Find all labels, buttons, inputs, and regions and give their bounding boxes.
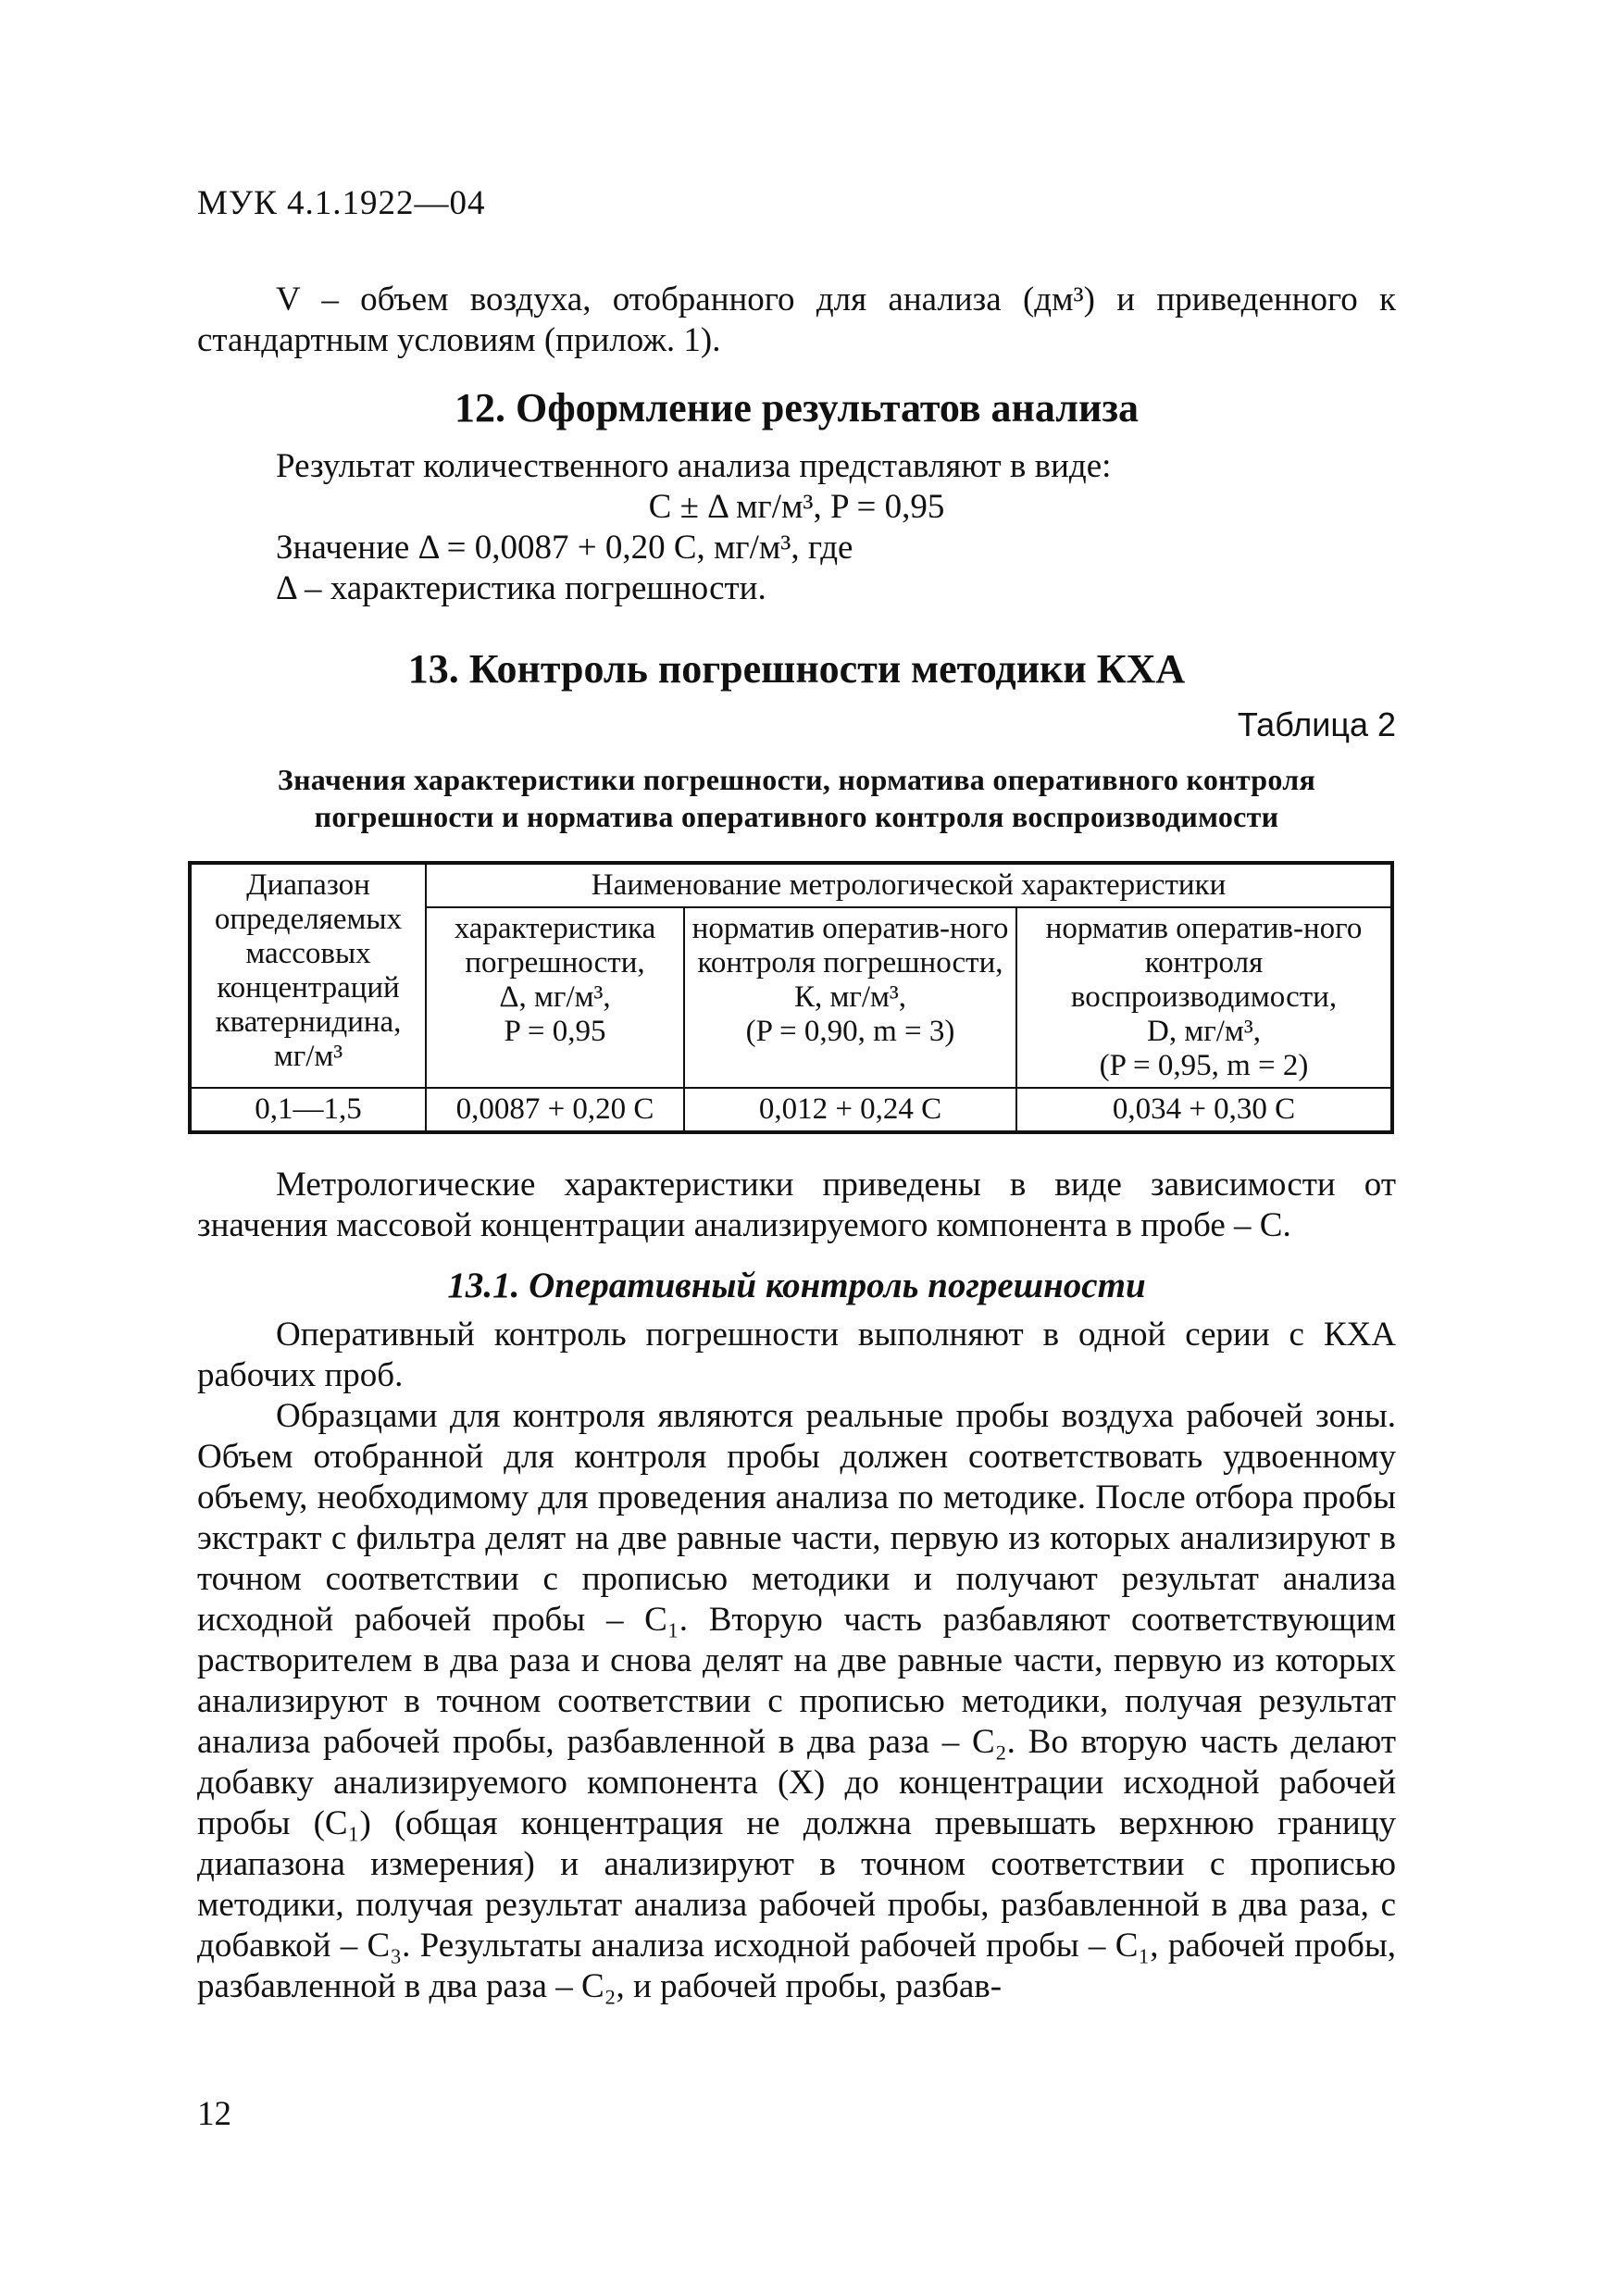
table-label: Таблица 2 <box>1237 705 1396 743</box>
d-header-name: норматив оператив-ного контроля воспроизводимости, <box>1045 912 1363 1014</box>
d-header-condition: (P = 0,95, m = 2) <box>1099 1049 1309 1082</box>
delta-definition-line: Δ – характеристика погрешности. <box>276 569 766 607</box>
delta-cell: 0,0087 + 0,20 C <box>426 1088 684 1132</box>
range-header: Диапазон определяемых массовых концентраций кватернидина, мг/м³ <box>190 863 426 1088</box>
after-table-paragraph <box>197 1165 1396 1246</box>
table-row <box>190 1088 1392 1132</box>
k-header-unit: К, мг/м³, <box>793 980 907 1014</box>
result-formula: C ± Δ мг/м³, P = 0,95 <box>648 488 945 526</box>
metrology-table <box>188 861 1394 1134</box>
d-cell: 0,034 + 0,30 C <box>1016 1088 1392 1132</box>
delta-header-condition: P = 0,95 <box>504 1015 606 1048</box>
table-caption-line-2: погрешности и норматива оперативного контроля воспроизводимости <box>314 800 1279 833</box>
page-number: 12 <box>197 2095 231 2133</box>
table-caption <box>197 761 1396 835</box>
after-table-text: Метрологические характеристики приведены в виде зависимости от значения массовой концентрации анализируемого компонента в пробе – C. <box>197 1166 1396 1244</box>
k-header-name: норматив оператив-ного контроля погрешности, <box>691 912 1009 980</box>
delta-value-line: Значение Δ = 0,0087 + 0,20 C, мг/м³, где <box>276 529 853 567</box>
subsection-13-1-body <box>197 1315 1396 2007</box>
section-12-title: 12. Оформление результатов анализа <box>455 385 1139 430</box>
delta-header <box>426 907 684 1088</box>
section-12-body <box>197 446 1396 609</box>
k-header-condition: (P = 0,90, m = 3) <box>745 1015 955 1048</box>
delta-header-name: характеристика погрешности, <box>454 912 656 980</box>
d-header-unit: D, мг/м³, <box>1147 1015 1261 1048</box>
paragraph-2: Образцами для контроля являются реальные пробы воздуха рабочей зоны. Объем отобранной для контроля пробы должен соответствовать удвоенному объему, необходимому для проведения анализа по методике. После отбора пробы экстракт с фильтра делят на две равные части, первую из которых анализируют в точном соответствии с прописью методики и получают результат анализа исходной рабочей пробы – C₁. Вторую часть разбавляют соответствующим растворителем в два раза и снова делят на две равные части, первую из которых анализируют в точном соответствии с прописью методики, получая результат анализа рабочей пробы, разбавленной в два раза – C₂. Во вторую часть делают добавку анализируемого компонента (X) до концентрации исходной рабочей пробы (C₁) (общая концентрация не должна превышать верхнюю границу диапазона измерения) и анализируют в точном соответствии с прописью методики, получая результат анализа рабочей пробы, разбавленной в два раза, с добавкой – C₃. Результаты анализа исходной рабочей пробы – C₁, рабочей пробы, разбавленной в два раза – C₂, и рабочей пробы, разбав- <box>197 1397 1396 2005</box>
delta-header-unit: Δ, мг/м³, <box>499 980 611 1014</box>
table-caption-line-1: Значения характеристики погрешности, норматива оперативного контроля <box>277 763 1316 796</box>
running-header: МУК 4.1.1922—04 <box>197 184 486 222</box>
intro-line: V – объем воздуха, отобранного для анализа (дм³) и приведенного к стандартным условиям (прилож. 1). <box>197 281 1396 359</box>
k-header <box>684 907 1016 1088</box>
subsection-13-1-title: 13.1. Оперативный контроль погрешности <box>447 1266 1146 1305</box>
paragraph-1: Оперативный контроль погрешности выполняют в одной серии с КХА рабочих проб. <box>197 1316 1396 1394</box>
k-cell: 0,012 + 0,24 C <box>684 1088 1016 1132</box>
group-header: Наименование метрологической характеристики <box>426 863 1392 907</box>
d-header <box>1016 907 1392 1088</box>
table-header-row-1 <box>190 863 1392 907</box>
intro-paragraph <box>197 280 1396 361</box>
result-line: Результат количественного анализа представляют в виде: <box>276 447 1112 485</box>
section-13-title: 13. Контроль погрешности методики КХА <box>407 646 1186 692</box>
range-cell: 0,1—1,5 <box>190 1088 426 1132</box>
